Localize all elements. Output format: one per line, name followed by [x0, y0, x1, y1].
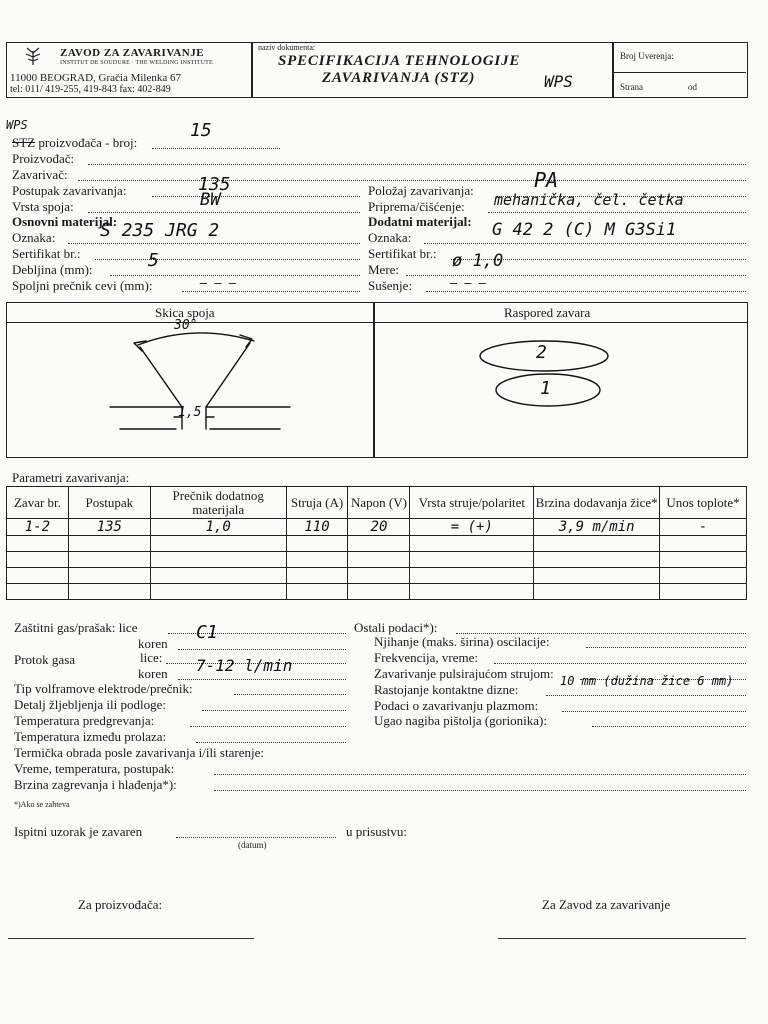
cell[interactable] [68, 568, 150, 584]
oznaka2-dots[interactable] [424, 243, 746, 244]
cell[interactable] [660, 536, 747, 552]
frekvencija-dots[interactable] [494, 663, 746, 664]
cell[interactable]: - [660, 519, 747, 536]
cell[interactable] [286, 536, 348, 552]
vrsta-spoja-dots[interactable] [88, 212, 360, 213]
doc-name-label: naziv dokumenta: [258, 43, 316, 52]
oznaka-value: S 235 JRG 2 [100, 220, 220, 241]
cell[interactable] [150, 536, 286, 552]
cell[interactable] [534, 536, 660, 552]
oznaka2-label: Oznaka: [368, 230, 412, 245]
joint-gap: 1,5 [178, 405, 202, 420]
cell[interactable]: 1,0 [150, 519, 286, 536]
proizvodjac-signature-line[interactable] [8, 938, 254, 939]
cell[interactable] [534, 552, 660, 568]
cell[interactable]: 20 [348, 519, 410, 536]
col-vrsta-struje: Vrsta struje/polaritet [410, 487, 534, 519]
col-zavar: Zavar br. [7, 487, 69, 519]
sertifikat-label: Sertifikat br.: [12, 246, 81, 261]
cell[interactable] [348, 568, 410, 584]
joint-sketch [90, 325, 310, 440]
table-row [7, 519, 747, 536]
frekvencija-label: Frekvencija, vreme: [374, 650, 478, 665]
cell[interactable] [286, 584, 348, 600]
cell[interactable] [150, 584, 286, 600]
oznaka-label: Oznaka: [12, 230, 56, 245]
header-divider-1 [251, 42, 253, 98]
prisustvu-label: u prisustvu: [346, 824, 408, 839]
vrsta-spoja-value: BW [200, 190, 221, 210]
params-title: Parametri zavarivanja: [12, 470, 130, 485]
polozaj-value: PA [534, 168, 559, 192]
detalj-label: Detalj žljebljenja ili podloge: [14, 697, 166, 712]
cell[interactable] [68, 552, 150, 568]
susenje-value: — — — [450, 276, 487, 290]
rastojanje-label: Rastojanje kontaktne dizne: [374, 682, 519, 697]
zavarivac-label: Zavarivač: [12, 167, 68, 182]
precnik-label: Spoljni prečnik cevi (mm): [12, 278, 153, 293]
cell[interactable]: 1-2 [7, 519, 69, 536]
cell[interactable] [660, 584, 747, 600]
broj-uverenja-label: Broj Uverenja: [620, 51, 674, 61]
header-divider-2 [612, 42, 614, 98]
za-zavod-label: Za Zavod za zavarivanje [542, 897, 671, 912]
header-divider-3 [612, 72, 746, 73]
table-row [7, 552, 747, 568]
njihanje-dots[interactable] [586, 647, 746, 648]
gas-label: Zaštitni gas/prašak: lice [14, 620, 138, 635]
zavod-signature-line[interactable] [498, 938, 746, 939]
col-struja: Struja (A) [286, 487, 348, 519]
ispitni-date-dots[interactable] [176, 837, 336, 838]
vreme-dots[interactable] [214, 774, 746, 775]
doc-title-handwritten: WPS [544, 72, 573, 91]
temp-izm-label: Temperatura između prolaza: [14, 729, 167, 744]
ugao-label: Ugao nagiba pištolja (gorionika): [374, 713, 547, 728]
stz-value: 15 [190, 120, 212, 141]
termicka-label: Termička obrada posle zavarivanja i/ili starenje: [14, 745, 264, 760]
sketch-header-line [6, 322, 748, 323]
params-table [6, 486, 747, 600]
tip-elektrode-label: Tip volframove elektrode/prečnik: [14, 681, 193, 696]
strana-label: Strana [620, 82, 643, 92]
datum-label: (datum) [238, 840, 267, 850]
col-napon: Napon (V) [348, 487, 410, 519]
cell[interactable] [410, 552, 534, 568]
proizvodjac-label: Proizvođač: [12, 151, 75, 166]
col-postupak: Postupak [68, 487, 150, 519]
cell[interactable]: = (+) [410, 519, 534, 536]
debljina-value: 5 [148, 250, 159, 271]
za-proizvodjaca-label: Za proizvođača: [78, 897, 163, 912]
cell[interactable] [150, 552, 286, 568]
gas-lice-dots[interactable] [168, 633, 346, 634]
org-phones: tel: 011/ 419-255, 419-843 fax: 402-849 [10, 84, 171, 95]
precnik-dots[interactable] [182, 291, 360, 292]
stz-number-field[interactable] [12, 135, 137, 151]
cell[interactable] [150, 568, 286, 584]
dodatni-materijal-label: Dodatni materijal: [368, 214, 472, 229]
priprema-dots[interactable] [488, 212, 746, 213]
sertifikat-dots[interactable] [95, 259, 360, 260]
sketch-divider [373, 302, 375, 458]
pass-bottom-number: 1 [540, 378, 551, 399]
params-header-row [7, 487, 747, 519]
org-name: ZAVOD ZA ZAVARIVANJE [60, 47, 205, 59]
stz-prefix: STZ [12, 135, 36, 150]
cell[interactable] [286, 568, 348, 584]
cell[interactable] [348, 552, 410, 568]
priprema-value: mehanička, čel. četka [494, 191, 684, 209]
cell[interactable] [534, 584, 660, 600]
njihanje-label: Njihanje (maks. širina) oscilacije: [374, 634, 550, 649]
oznaka2-value: G 42 2 (C) M G3Si1 [492, 220, 677, 240]
cell[interactable] [660, 552, 747, 568]
cell[interactable] [534, 568, 660, 584]
ispitni-label: Ispitni uzorak je zavaren [14, 824, 143, 839]
stz-prefix-handwritten: WPS [6, 118, 28, 132]
cell[interactable] [348, 584, 410, 600]
mere-value: ø 1,0 [452, 251, 504, 271]
postupak-label: Postupak zavarivanja: [12, 183, 127, 198]
table-row [7, 568, 747, 584]
proizvodjac-dots[interactable] [88, 164, 746, 165]
pass-top-number: 2 [536, 342, 547, 363]
org-address: 11000 BEOGRAD, Gračia Milenka 67 [10, 72, 181, 84]
protok-label: Protok gasa [14, 652, 76, 667]
cell[interactable]: 135 [68, 519, 150, 536]
vrsta-spoja-label: Vrsta spoja: [12, 199, 74, 214]
protok-lice-label: lice: [140, 650, 163, 665]
table-row [7, 584, 747, 600]
footnote: *)Ako se zahteva [14, 800, 70, 809]
skica-spoja-title: Skica spoja [155, 305, 215, 320]
zavarivac-dots[interactable] [78, 180, 746, 181]
cell[interactable] [68, 536, 150, 552]
stz-label: proizvođača - broj: [38, 135, 138, 150]
doc-title-line1: SPECIFIKACIJA TEHNOLOGIJE [278, 53, 521, 69]
vreme-label: Vreme, temperatura, postupak: [14, 761, 175, 776]
col-unos: Unos toplote* [660, 487, 747, 519]
tip-elektrode-dots[interactable] [234, 694, 346, 695]
cell[interactable] [7, 584, 69, 600]
mere-label: Mere: [368, 262, 400, 277]
col-precnik: Prečnik dodatnog materijala [150, 487, 286, 519]
ugao-dots[interactable] [592, 726, 746, 727]
susenje-label: Sušenje: [368, 278, 413, 293]
cell[interactable] [410, 584, 534, 600]
postupak-value: 135 [198, 174, 231, 195]
oznaka-dots[interactable] [68, 243, 360, 244]
cell[interactable]: 3,9 m/min [534, 519, 660, 536]
precnik-value: — — — [200, 276, 237, 290]
detalj-dots[interactable] [202, 710, 346, 711]
protok-value: 7-12 l/min [196, 656, 293, 675]
org-subtitle: INSTITUT DE SOUDURE · THE WELDING INSTITUTE [60, 60, 213, 66]
raspored-zavara-title: Raspored zavara [504, 305, 591, 320]
temp-izm-dots[interactable] [196, 742, 346, 743]
debljina-label: Debljina (mm): [12, 262, 93, 277]
brzina-zagrevanja-dots[interactable] [214, 790, 746, 791]
priprema-label: Priprema/čišćenje: [368, 199, 465, 214]
cell[interactable] [286, 552, 348, 568]
protok-koren-label: koren [138, 666, 168, 681]
cell[interactable] [7, 536, 69, 552]
cell[interactable]: 110 [286, 519, 348, 536]
postupak-dots[interactable] [152, 196, 360, 197]
brzina-zagrevanja-label: Brzina zagrevanja i hlađenja*): [14, 777, 177, 792]
rastojanje-value: 10 mm (dužina žice 6 mm) [560, 674, 734, 688]
protok-koren-dots[interactable] [178, 679, 346, 680]
osnovni-materijal-label: Osnovni materijal: [12, 214, 118, 229]
cell[interactable] [660, 568, 747, 584]
susenje-dots[interactable] [426, 291, 746, 292]
table-row [7, 536, 747, 552]
cell[interactable] [68, 584, 150, 600]
col-brzina: Brzina dodavanja žice* [534, 487, 660, 519]
plazmom-label: Podaci o zavarivanju plazmom: [374, 698, 539, 713]
cell[interactable] [348, 536, 410, 552]
cell[interactable] [410, 568, 534, 584]
gas-koren-label: koren [138, 636, 168, 651]
logo-icon [22, 45, 44, 67]
joint-angle: 30° [174, 318, 198, 333]
gas-value: C1 [196, 622, 218, 643]
od-label: od [688, 82, 697, 92]
stz-dots [152, 148, 280, 149]
gas-koren-dots[interactable] [178, 649, 346, 650]
pulsirajucom-label: Zavarivanje pulsirajućom strujom: [374, 666, 554, 681]
cell[interactable] [7, 552, 69, 568]
rastojanje-dots[interactable] [546, 695, 746, 696]
cell[interactable] [410, 536, 534, 552]
temp-pred-dots[interactable] [190, 726, 346, 727]
cell[interactable] [7, 568, 69, 584]
temp-pred-label: Temperatura predgrevanja: [14, 713, 155, 728]
sertifikat2-label: Sertifikat br.: [368, 246, 437, 261]
plazmom-dots[interactable] [562, 711, 746, 712]
doc-title-line2: ZAVARIVANJA (STZ) [322, 70, 476, 86]
polozaj-label: Položaj zavarivanja: [368, 183, 474, 198]
ostali-label: Ostali podaci*): [354, 620, 438, 635]
